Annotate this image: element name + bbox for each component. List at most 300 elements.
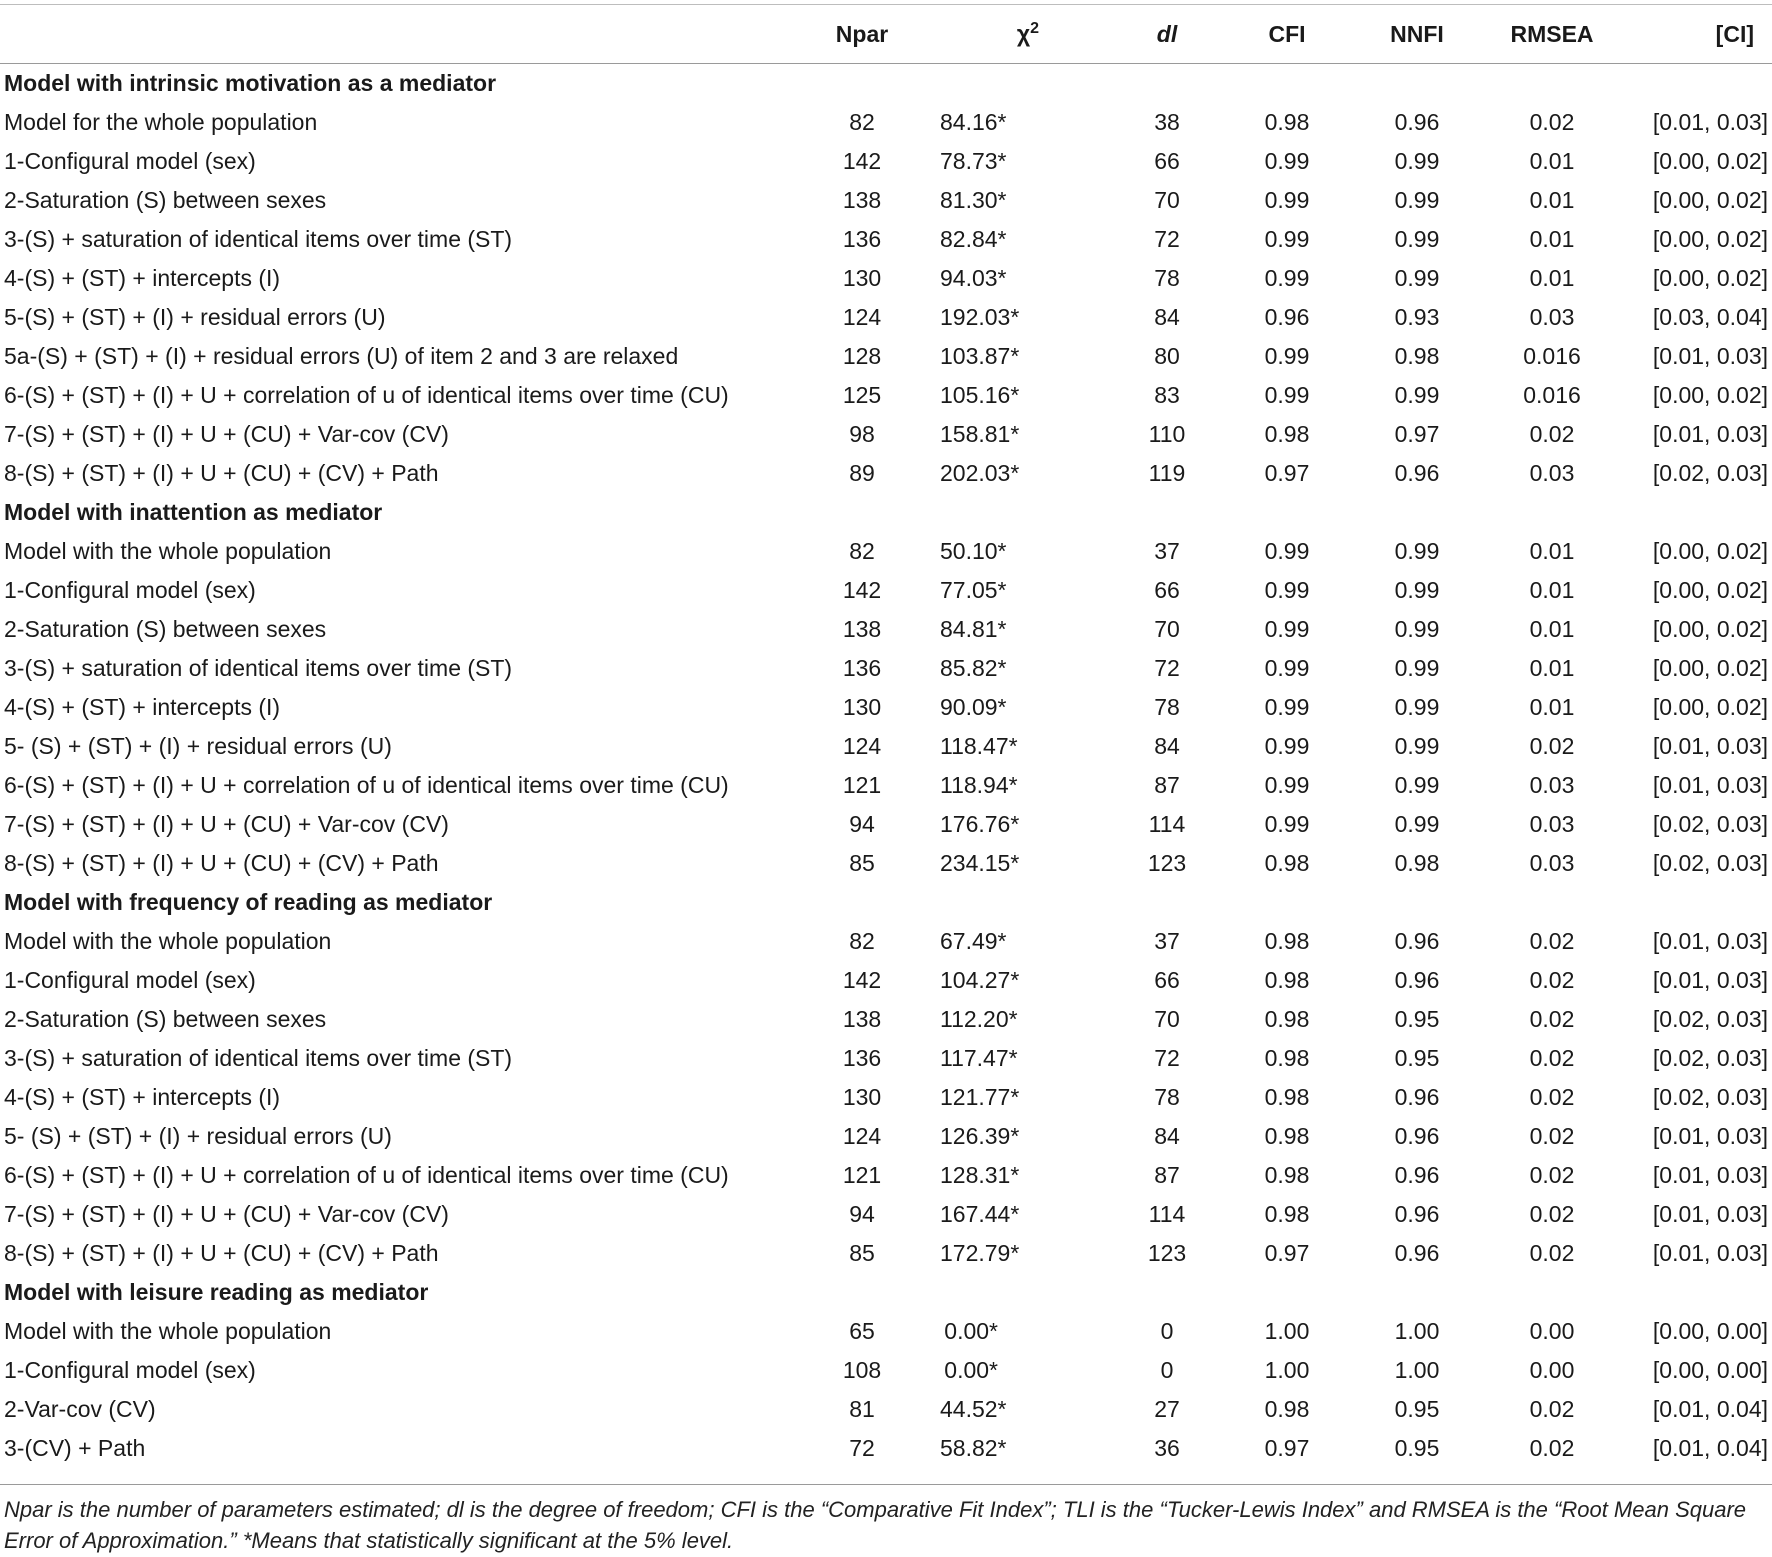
cell-cfi: 0.98 bbox=[1264, 1083, 1310, 1110]
cell-ci: [0.00, 0.02] bbox=[1652, 537, 1768, 564]
cell-nnfi: 1.00 bbox=[1394, 1356, 1440, 1383]
cell-ci: [0.00, 0.02] bbox=[1652, 693, 1768, 720]
table-row bbox=[0, 298, 1772, 337]
cell-rmsea: 0.02 bbox=[1529, 1005, 1575, 1032]
cell-nnfi: 0.99 bbox=[1394, 186, 1440, 213]
cell-chi-square: 58.82* bbox=[940, 1434, 1007, 1461]
table-row bbox=[0, 1078, 1772, 1117]
cell-model: Model with the whole population bbox=[4, 537, 332, 564]
cell-chi-square: 167.44* bbox=[940, 1200, 1020, 1227]
cell-npar: 98 bbox=[849, 420, 875, 447]
cell-chi-square: 0.00* bbox=[944, 1317, 998, 1344]
cell-npar: 89 bbox=[849, 459, 875, 486]
cell-model: Model for the whole population bbox=[4, 108, 318, 135]
cell-rmsea: 0.016 bbox=[1523, 381, 1581, 408]
cell-cfi: 0.99 bbox=[1264, 576, 1310, 603]
cell-nnfi: 0.96 bbox=[1394, 459, 1440, 486]
table-row bbox=[0, 532, 1772, 571]
cell-cfi: 0.97 bbox=[1264, 459, 1310, 486]
table-row bbox=[0, 1351, 1772, 1390]
cell-model: 1-Configural model (sex) bbox=[4, 147, 256, 174]
cell-df: 110 bbox=[1148, 420, 1186, 447]
cell-cfi: 0.99 bbox=[1264, 381, 1310, 408]
section-header-row bbox=[0, 64, 1772, 103]
cell-chi-square: 78.73* bbox=[940, 147, 1007, 174]
table-row bbox=[0, 1234, 1772, 1273]
cell-npar: 142 bbox=[842, 966, 882, 993]
cell-df: 78 bbox=[1154, 264, 1180, 291]
cell-model: 5- (S) + (ST) + (I) + residual errors (U) bbox=[4, 732, 392, 759]
header-npar: Npar bbox=[784, 5, 940, 64]
cell-chi-square: 172.79* bbox=[940, 1239, 1020, 1266]
cell-npar: 142 bbox=[842, 576, 882, 603]
cell-cfi: 0.99 bbox=[1264, 693, 1310, 720]
cell-rmsea: 0.02 bbox=[1529, 1161, 1575, 1188]
table-row bbox=[0, 922, 1772, 961]
cell-df: 66 bbox=[1154, 966, 1180, 993]
cell-df: 27 bbox=[1154, 1395, 1180, 1422]
fit-indices-table bbox=[0, 4, 1772, 1468]
cell-cfi: 0.99 bbox=[1264, 537, 1310, 564]
section-title: Model with leisure reading as mediator bbox=[4, 1278, 429, 1305]
cell-ci: [0.02, 0.03] bbox=[1652, 1044, 1768, 1071]
cell-npar: 82 bbox=[849, 537, 875, 564]
cell-rmsea: 0.03 bbox=[1529, 810, 1575, 837]
cell-rmsea: 0.00 bbox=[1529, 1317, 1575, 1344]
cell-rmsea: 0.02 bbox=[1529, 927, 1575, 954]
cell-rmsea: 0.01 bbox=[1529, 537, 1575, 564]
header-model bbox=[0, 5, 784, 64]
cell-ci: [0.00, 0.02] bbox=[1652, 186, 1768, 213]
cell-rmsea: 0.02 bbox=[1529, 1239, 1575, 1266]
cell-model: 7-(S) + (ST) + (I) + U + (CU) + Var-cov (CV) bbox=[4, 1200, 449, 1227]
cell-model: 2-Saturation (S) between sexes bbox=[4, 615, 327, 642]
cell-model: 2-Saturation (S) between sexes bbox=[4, 186, 327, 213]
table-row bbox=[0, 1039, 1772, 1078]
table-row bbox=[0, 727, 1772, 766]
cell-rmsea: 0.02 bbox=[1529, 1200, 1575, 1227]
cell-cfi: 0.99 bbox=[1264, 810, 1310, 837]
cell-cfi: 0.99 bbox=[1264, 342, 1310, 369]
cell-cfi: 0.99 bbox=[1264, 186, 1310, 213]
cell-ci: [0.01, 0.03] bbox=[1652, 927, 1768, 954]
cell-chi-square: 128.31* bbox=[940, 1161, 1020, 1188]
cell-npar: 85 bbox=[849, 1239, 875, 1266]
cell-rmsea: 0.01 bbox=[1529, 615, 1575, 642]
cell-chi-square: 0.00* bbox=[944, 1356, 998, 1383]
cell-df: 72 bbox=[1154, 1044, 1180, 1071]
cell-df: 87 bbox=[1154, 771, 1180, 798]
cell-df: 0 bbox=[1160, 1317, 1174, 1344]
cell-rmsea: 0.03 bbox=[1529, 849, 1575, 876]
cell-chi-square: 118.94* bbox=[940, 771, 1018, 798]
table-row bbox=[0, 610, 1772, 649]
cell-df: 70 bbox=[1154, 1005, 1180, 1032]
header-chi-superscript: 2 bbox=[1030, 20, 1040, 38]
cell-df: 80 bbox=[1154, 342, 1180, 369]
cell-ci: [0.00, 0.02] bbox=[1652, 654, 1768, 681]
cell-npar: 65 bbox=[849, 1317, 875, 1344]
cell-ci: [0.00, 0.00] bbox=[1652, 1356, 1768, 1383]
cell-npar: 136 bbox=[842, 225, 882, 252]
cell-cfi: 0.98 bbox=[1264, 1005, 1310, 1032]
cell-rmsea: 0.02 bbox=[1529, 1434, 1575, 1461]
cell-cfi: 0.98 bbox=[1264, 1122, 1310, 1149]
cell-nnfi: 0.96 bbox=[1394, 1239, 1440, 1266]
table-row bbox=[0, 181, 1772, 220]
cell-npar: 124 bbox=[842, 303, 882, 330]
cell-cfi: 0.98 bbox=[1264, 849, 1310, 876]
cell-df: 84 bbox=[1154, 303, 1180, 330]
table-row bbox=[0, 1429, 1772, 1468]
cell-nnfi: 0.99 bbox=[1394, 225, 1440, 252]
table-row bbox=[0, 1390, 1772, 1429]
cell-df: 38 bbox=[1154, 108, 1180, 135]
cell-chi-square: 81.30* bbox=[940, 186, 1007, 213]
cell-nnfi: 0.96 bbox=[1394, 1083, 1440, 1110]
cell-model: 4-(S) + (ST) + intercepts (I) bbox=[4, 693, 281, 720]
cell-rmsea: 0.01 bbox=[1529, 225, 1575, 252]
cell-npar: 136 bbox=[842, 654, 882, 681]
cell-model: 2-Saturation (S) between sexes bbox=[4, 1005, 327, 1032]
cell-nnfi: 0.95 bbox=[1394, 1005, 1440, 1032]
header-nnfi: NNFI bbox=[1356, 5, 1478, 64]
cell-cfi: 0.98 bbox=[1264, 1161, 1310, 1188]
cell-npar: 128 bbox=[842, 342, 882, 369]
cell-df: 84 bbox=[1154, 1122, 1180, 1149]
header-ci: [CI] bbox=[1626, 5, 1772, 64]
cell-nnfi: 0.95 bbox=[1394, 1434, 1440, 1461]
cell-cfi: 0.98 bbox=[1264, 108, 1310, 135]
cell-df: 70 bbox=[1154, 186, 1180, 213]
cell-rmsea: 0.01 bbox=[1529, 264, 1575, 291]
cell-npar: 136 bbox=[842, 1044, 882, 1071]
cell-chi-square: 84.16* bbox=[940, 108, 1007, 135]
cell-ci: [0.03, 0.04] bbox=[1652, 303, 1768, 330]
cell-nnfi: 0.95 bbox=[1394, 1395, 1440, 1422]
cell-nnfi: 1.00 bbox=[1394, 1317, 1440, 1344]
table-row bbox=[0, 1312, 1772, 1351]
cell-model: 6-(S) + (ST) + (I) + U + correlation of u of identical items over time (CU) bbox=[4, 771, 729, 798]
cell-nnfi: 0.96 bbox=[1394, 1161, 1440, 1188]
section-header-row bbox=[0, 493, 1772, 532]
cell-model: 2-Var-cov (CV) bbox=[4, 1395, 156, 1422]
cell-chi-square: 202.03* bbox=[940, 459, 1020, 486]
cell-chi-square: 104.27* bbox=[940, 966, 1020, 993]
cell-nnfi: 0.98 bbox=[1394, 849, 1440, 876]
cell-ci: [0.00, 0.02] bbox=[1652, 147, 1768, 174]
cell-ci: [0.01, 0.03] bbox=[1652, 1161, 1768, 1188]
table-row bbox=[0, 1000, 1772, 1039]
cell-chi-square: 84.81* bbox=[940, 615, 1007, 642]
table-row bbox=[0, 844, 1772, 883]
cell-cfi: 0.98 bbox=[1264, 1200, 1310, 1227]
table-row bbox=[0, 454, 1772, 493]
cell-model: 3-(CV) + Path bbox=[4, 1434, 146, 1461]
cell-cfi: 0.98 bbox=[1264, 1395, 1310, 1422]
cell-model: 5a-(S) + (ST) + (I) + residual errors (U) of item 2 and 3 are relaxed bbox=[4, 342, 679, 369]
cell-npar: 82 bbox=[849, 108, 875, 135]
cell-ci: [0.00, 0.02] bbox=[1652, 381, 1768, 408]
table-row bbox=[0, 376, 1772, 415]
cell-df: 36 bbox=[1154, 1434, 1180, 1461]
cell-npar: 130 bbox=[842, 693, 882, 720]
cell-rmsea: 0.03 bbox=[1529, 303, 1575, 330]
cell-ci: [0.01, 0.03] bbox=[1652, 966, 1768, 993]
cell-npar: 72 bbox=[849, 1434, 875, 1461]
cell-model: 1-Configural model (sex) bbox=[4, 966, 256, 993]
cell-ci: [0.02, 0.03] bbox=[1652, 1083, 1768, 1110]
table-row bbox=[0, 766, 1772, 805]
cell-chi-square: 112.20* bbox=[940, 1005, 1018, 1032]
table-footnote: Npar is the number of parameters estimated; dl is the degree of freedom; CFI is the “Comparative Fit Index”; TLI is the “Tucker-Lewis Index” and RMSEA is the “Root Mean Square Error of Approximation.” *Means that statistically significant at the 5% level. bbox=[4, 1497, 1747, 1553]
cell-npar: 124 bbox=[842, 732, 882, 759]
cell-chi-square: 105.16* bbox=[940, 381, 1020, 408]
cell-cfi: 0.98 bbox=[1264, 1044, 1310, 1071]
cell-ci: [0.01, 0.03] bbox=[1652, 342, 1768, 369]
cell-df: 78 bbox=[1154, 693, 1180, 720]
cell-chi-square: 85.82* bbox=[940, 654, 1007, 681]
cell-df: 123 bbox=[1147, 1239, 1187, 1266]
cell-nnfi: 0.99 bbox=[1394, 771, 1440, 798]
cell-model: 8-(S) + (ST) + (I) + U + (CU) + (CV) + Path bbox=[4, 849, 439, 876]
cell-cfi: 0.98 bbox=[1264, 927, 1310, 954]
cell-df: 72 bbox=[1154, 225, 1180, 252]
table-row bbox=[0, 103, 1772, 142]
cell-rmsea: 0.01 bbox=[1529, 147, 1575, 174]
cell-model: 3-(S) + saturation of identical items over time (ST) bbox=[4, 225, 513, 252]
cell-rmsea: 0.02 bbox=[1529, 966, 1575, 993]
cell-chi-square: 117.47* bbox=[940, 1044, 1018, 1071]
cell-rmsea: 0.02 bbox=[1529, 1122, 1575, 1149]
cell-npar: 82 bbox=[849, 927, 875, 954]
cell-model: Model with the whole population bbox=[4, 1317, 332, 1344]
table-row bbox=[0, 805, 1772, 844]
cell-rmsea: 0.01 bbox=[1529, 693, 1575, 720]
cell-cfi: 0.99 bbox=[1264, 147, 1310, 174]
cell-nnfi: 0.99 bbox=[1394, 147, 1440, 174]
cell-model: 1-Configural model (sex) bbox=[4, 1356, 256, 1383]
cell-df: 66 bbox=[1154, 147, 1180, 174]
cell-npar: 142 bbox=[842, 147, 882, 174]
cell-chi-square: 67.49* bbox=[940, 927, 1007, 954]
section-header-row bbox=[0, 883, 1772, 922]
cell-chi-square: 176.76* bbox=[940, 810, 1020, 837]
cell-df: 70 bbox=[1154, 615, 1180, 642]
cell-cfi: 0.99 bbox=[1264, 615, 1310, 642]
cell-rmsea: 0.00 bbox=[1529, 1356, 1575, 1383]
cell-ci: [0.01, 0.04] bbox=[1652, 1395, 1768, 1422]
cell-rmsea: 0.02 bbox=[1529, 732, 1575, 759]
cell-rmsea: 0.02 bbox=[1529, 1395, 1575, 1422]
cell-cfi: 0.98 bbox=[1264, 420, 1310, 447]
table-row bbox=[0, 142, 1772, 181]
cell-rmsea: 0.02 bbox=[1529, 420, 1575, 447]
table-row bbox=[0, 1117, 1772, 1156]
section-title: Model with frequency of reading as mediator bbox=[4, 888, 493, 915]
table-row bbox=[0, 220, 1772, 259]
cell-df: 123 bbox=[1147, 849, 1187, 876]
cell-model: 1-Configural model (sex) bbox=[4, 576, 256, 603]
cell-rmsea: 0.02 bbox=[1529, 108, 1575, 135]
cell-rmsea: 0.01 bbox=[1529, 186, 1575, 213]
cell-chi-square: 234.15* bbox=[940, 849, 1020, 876]
cell-ci: [0.01, 0.03] bbox=[1652, 732, 1768, 759]
cell-npar: 124 bbox=[842, 1122, 882, 1149]
cell-df: 87 bbox=[1154, 1161, 1180, 1188]
cell-rmsea: 0.02 bbox=[1529, 1044, 1575, 1071]
cell-chi-square: 50.10* bbox=[940, 537, 1007, 564]
cell-df: 37 bbox=[1154, 537, 1180, 564]
cell-npar: 85 bbox=[849, 849, 875, 876]
table-bottom-rule bbox=[0, 1484, 1772, 1485]
cell-ci: [0.00, 0.02] bbox=[1652, 576, 1768, 603]
table-row bbox=[0, 1156, 1772, 1195]
header-cfi: CFI bbox=[1218, 5, 1356, 64]
table-row bbox=[0, 688, 1772, 727]
header-chi-square bbox=[940, 5, 1116, 64]
cell-nnfi: 0.96 bbox=[1394, 927, 1440, 954]
cell-npar: 138 bbox=[842, 1005, 882, 1032]
header-chi-symbol: χ bbox=[1016, 20, 1031, 47]
cell-rmsea: 0.016 bbox=[1523, 342, 1581, 369]
cell-nnfi: 0.96 bbox=[1394, 108, 1440, 135]
cell-ci: [0.02, 0.03] bbox=[1652, 459, 1768, 486]
cell-chi-square: 90.09* bbox=[940, 693, 1007, 720]
cell-ci: [0.01, 0.03] bbox=[1652, 1122, 1768, 1149]
cell-nnfi: 0.99 bbox=[1394, 381, 1440, 408]
cell-ci: [0.00, 0.02] bbox=[1652, 615, 1768, 642]
cell-npar: 130 bbox=[842, 1083, 882, 1110]
cell-nnfi: 0.93 bbox=[1394, 303, 1440, 330]
cell-cfi: 0.99 bbox=[1264, 654, 1310, 681]
table-row bbox=[0, 259, 1772, 298]
cell-df: 114 bbox=[1148, 810, 1186, 837]
cell-nnfi: 0.97 bbox=[1394, 420, 1440, 447]
cell-cfi: 0.99 bbox=[1264, 732, 1310, 759]
cell-ci: [0.00, 0.02] bbox=[1652, 225, 1768, 252]
cell-nnfi: 0.96 bbox=[1394, 1200, 1440, 1227]
cell-model: 7-(S) + (ST) + (I) + U + (CU) + Var-cov (CV) bbox=[4, 420, 449, 447]
cell-model: 8-(S) + (ST) + (I) + U + (CU) + (CV) + Path bbox=[4, 459, 439, 486]
cell-df: 72 bbox=[1154, 654, 1180, 681]
cell-nnfi: 0.99 bbox=[1394, 576, 1440, 603]
cell-rmsea: 0.01 bbox=[1529, 654, 1575, 681]
cell-model: 8-(S) + (ST) + (I) + U + (CU) + (CV) + Path bbox=[4, 1239, 439, 1266]
cell-nnfi: 0.99 bbox=[1394, 732, 1440, 759]
table-row bbox=[0, 571, 1772, 610]
cell-model: 4-(S) + (ST) + intercepts (I) bbox=[4, 1083, 281, 1110]
cell-chi-square: 77.05* bbox=[940, 576, 1007, 603]
cell-nnfi: 0.99 bbox=[1394, 810, 1440, 837]
cell-ci: [0.01, 0.03] bbox=[1652, 1200, 1768, 1227]
cell-npar: 121 bbox=[842, 1161, 882, 1188]
cell-rmsea: 0.03 bbox=[1529, 771, 1575, 798]
cell-chi-square: 121.77* bbox=[940, 1083, 1020, 1110]
cell-model: 3-(S) + saturation of identical items over time (ST) bbox=[4, 1044, 513, 1071]
cell-ci: [0.02, 0.03] bbox=[1652, 849, 1768, 876]
cell-npar: 130 bbox=[842, 264, 882, 291]
cell-df: 84 bbox=[1154, 732, 1180, 759]
cell-ci: [0.01, 0.03] bbox=[1652, 420, 1768, 447]
cell-nnfi: 0.99 bbox=[1394, 264, 1440, 291]
cell-chi-square: 158.81* bbox=[940, 420, 1020, 447]
header-df: dl bbox=[1116, 5, 1218, 64]
cell-model: 5- (S) + (ST) + (I) + residual errors (U) bbox=[4, 1122, 392, 1149]
cell-model: 6-(S) + (ST) + (I) + U + correlation of u of identical items over time (CU) bbox=[4, 381, 729, 408]
cell-npar: 138 bbox=[842, 615, 882, 642]
cell-chi-square: 44.52* bbox=[940, 1395, 1007, 1422]
cell-npar: 81 bbox=[849, 1395, 875, 1422]
cell-model: 6-(S) + (ST) + (I) + U + correlation of u of identical items over time (CU) bbox=[4, 1161, 729, 1188]
cell-nnfi: 0.99 bbox=[1394, 537, 1440, 564]
cell-chi-square: 118.47* bbox=[940, 732, 1018, 759]
cell-cfi: 0.97 bbox=[1264, 1434, 1310, 1461]
cell-npar: 125 bbox=[842, 381, 882, 408]
cell-npar: 94 bbox=[849, 810, 875, 837]
cell-rmsea: 0.03 bbox=[1529, 459, 1575, 486]
cell-df: 114 bbox=[1148, 1200, 1186, 1227]
cell-nnfi: 0.95 bbox=[1394, 1044, 1440, 1071]
header-rmsea: RMSEA bbox=[1478, 5, 1626, 64]
cell-model: 3-(S) + saturation of identical items over time (ST) bbox=[4, 654, 513, 681]
section-title: Model with intrinsic motivation as a mediator bbox=[4, 69, 497, 96]
table-row bbox=[0, 415, 1772, 454]
cell-cfi: 0.98 bbox=[1264, 966, 1310, 993]
cell-nnfi: 0.96 bbox=[1394, 1122, 1440, 1149]
section-title: Model with inattention as mediator bbox=[4, 498, 383, 525]
cell-npar: 108 bbox=[842, 1356, 882, 1383]
cell-ci: [0.00, 0.02] bbox=[1652, 264, 1768, 291]
cell-cfi: 0.99 bbox=[1264, 225, 1310, 252]
cell-chi-square: 103.87* bbox=[940, 342, 1020, 369]
table-body bbox=[0, 64, 1772, 1468]
cell-nnfi: 0.96 bbox=[1394, 966, 1440, 993]
cell-chi-square: 82.84* bbox=[940, 225, 1007, 252]
cell-df: 0 bbox=[1160, 1356, 1174, 1383]
cell-chi-square: 126.39* bbox=[940, 1122, 1020, 1149]
table-row bbox=[0, 1195, 1772, 1234]
cell-ci: [0.00, 0.00] bbox=[1652, 1317, 1768, 1344]
cell-ci: [0.02, 0.03] bbox=[1652, 1005, 1768, 1032]
cell-ci: [0.02, 0.03] bbox=[1652, 810, 1768, 837]
cell-rmsea: 0.02 bbox=[1529, 1083, 1575, 1110]
cell-npar: 121 bbox=[842, 771, 882, 798]
cell-model: 4-(S) + (ST) + intercepts (I) bbox=[4, 264, 281, 291]
cell-df: 83 bbox=[1154, 381, 1180, 408]
cell-npar: 138 bbox=[842, 186, 882, 213]
cell-cfi: 0.97 bbox=[1264, 1239, 1310, 1266]
cell-ci: [0.01, 0.04] bbox=[1652, 1434, 1768, 1461]
cell-npar: 94 bbox=[849, 1200, 875, 1227]
cell-cfi: 0.99 bbox=[1264, 771, 1310, 798]
cell-ci: [0.01, 0.03] bbox=[1652, 1239, 1768, 1266]
cell-df: 37 bbox=[1154, 927, 1180, 954]
cell-chi-square: 192.03* bbox=[940, 303, 1020, 330]
table-row bbox=[0, 649, 1772, 688]
cell-nnfi: 0.99 bbox=[1394, 615, 1440, 642]
cell-df: 119 bbox=[1148, 459, 1186, 486]
cell-cfi: 0.96 bbox=[1264, 303, 1310, 330]
section-header-row bbox=[0, 1273, 1772, 1312]
cell-nnfi: 0.99 bbox=[1394, 654, 1440, 681]
cell-nnfi: 0.98 bbox=[1394, 342, 1440, 369]
cell-chi-square: 94.03* bbox=[940, 264, 1007, 291]
table-row bbox=[0, 961, 1772, 1000]
cell-df: 78 bbox=[1154, 1083, 1180, 1110]
cell-ci: [0.01, 0.03] bbox=[1652, 771, 1768, 798]
cell-cfi: 1.00 bbox=[1264, 1317, 1310, 1344]
